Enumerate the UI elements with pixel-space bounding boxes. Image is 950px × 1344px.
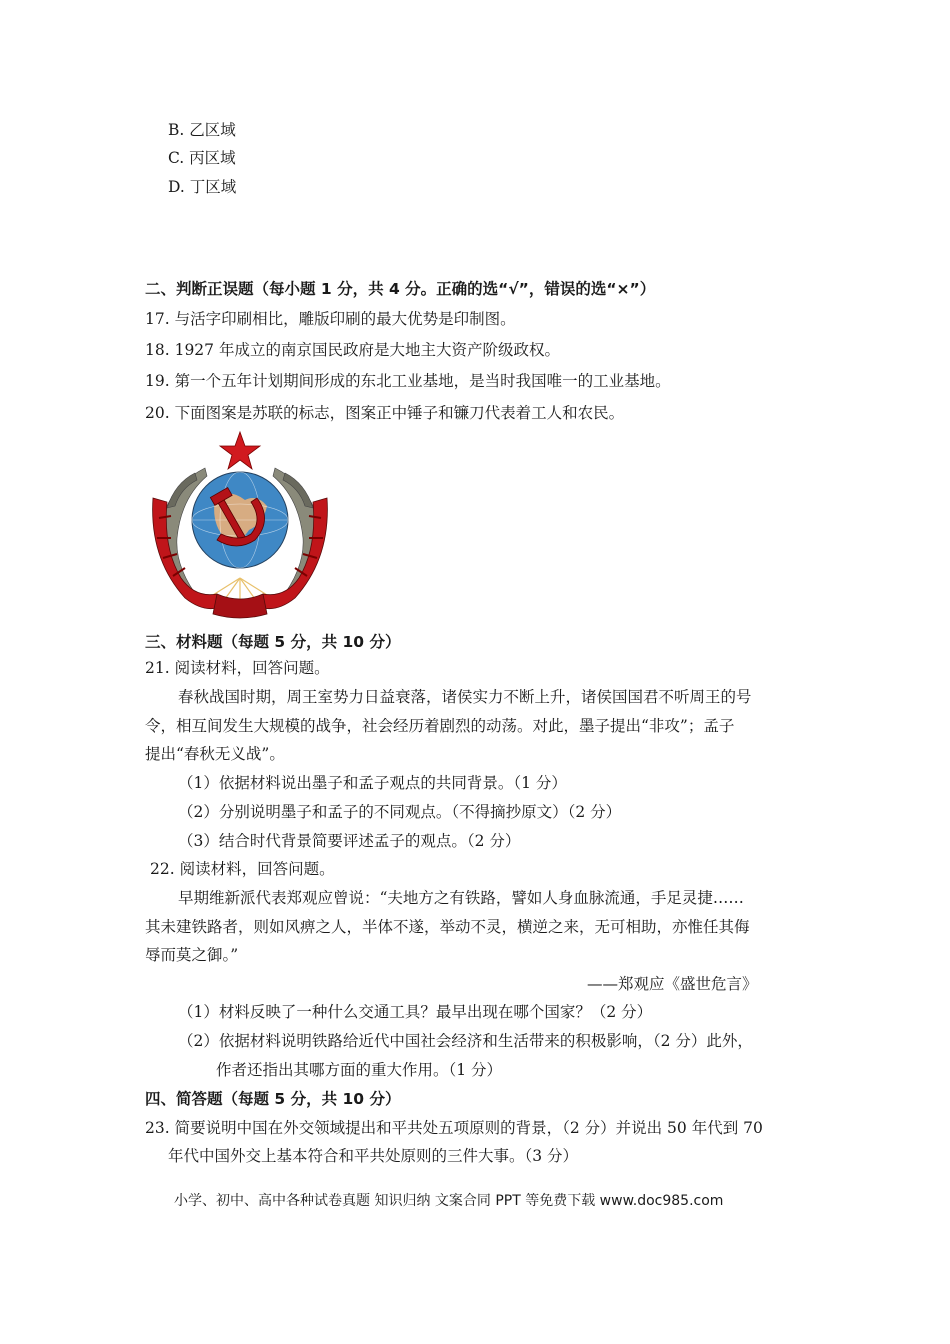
option-c: C. 丙区域 [168, 149, 236, 167]
question-22-1: （1）材料反映了一种什么交通工具？最早出现在哪个国家？（2 分） [178, 1003, 653, 1021]
soviet-emblem-image [145, 428, 335, 620]
question-22-2-cont: 作者还指出其哪方面的重大作用。（1 分） [216, 1061, 503, 1079]
material-22-source: ——郑观应《盛世危言》 [587, 975, 758, 993]
question-21-2: （2）分别说明墨子和孟子的不同观点。（不得摘抄原文）（2 分） [178, 803, 622, 821]
material-21-line1: 春秋战国时期，周王室势力日益衰落，诸侯实力不断上升，诸侯国国君不听周王的号 [178, 688, 752, 706]
section4-heading: 四、简答题（每题 5 分，共 10 分） [145, 1090, 401, 1108]
question-23-line1: 23. 简要说明中国在外交领域提出和平共处五项原则的背景，（2 分）并说出 50 年代到 70 [145, 1119, 763, 1137]
section2-heading: 二、判断正误题（每小题 1 分，共 4 分。正确的选“√”，错误的选“×”） [145, 280, 656, 298]
question-21-prompt: 21. 阅读材料，回答问题。 [145, 659, 330, 677]
question-19: 19. 第一个五年计划期间形成的东北工业基地，是当时我国唯一的工业基地。 [145, 372, 671, 390]
question-17: 17. 与活字印刷相比，雕版印刷的最大优势是印制图。 [145, 310, 516, 328]
question-21-3: （3）结合时代背景简要评述孟子的观点。（2 分） [178, 832, 521, 850]
material-21-line3: 提出“春秋无义战”。 [145, 745, 285, 763]
material-22-line1: 早期维新派代表郑观应曾说：“夫地方之有铁路，譬如人身血脉流通，手足灵捷…… [178, 889, 744, 907]
question-22-prompt: 22. 阅读材料，回答问题。 [150, 860, 335, 878]
material-22-line3: 辱而莫之御。” [145, 946, 239, 964]
material-22-line2: 其未建铁路者，则如风痹之人，半体不遂，举动不灵，横逆之来，无可相助，亦惟任其侮 [145, 918, 750, 936]
material-21-line2: 令，相互间发生大规模的战争，社会经历着剧烈的动荡。对此，墨子提出“非攻”；孟子 [145, 717, 735, 735]
option-b: B. 乙区域 [168, 121, 236, 139]
page-footer: 小学、初中、高中各种试卷真题 知识归纳 文案合同 PPT 等免费下载 www.doc985.com [174, 1193, 724, 1209]
red-star-icon [220, 432, 260, 469]
section3-heading: 三、材料题（每题 5 分，共 10 分） [145, 633, 401, 651]
question-23-line2: 年代中国外交上基本符合和平共处原则的三件大事。（3 分） [168, 1147, 579, 1165]
question-18: 18. 1927 年成立的南京国民政府是大地主大资产阶级政权。 [145, 341, 560, 359]
question-22-2: （2）依据材料说明铁路给近代中国社会经济和生活带来的积极影响，（2 分）此外， [178, 1032, 753, 1050]
question-21-1: （1）依据材料说出墨子和孟子观点的共同背景。（1 分） [178, 774, 567, 792]
question-20: 20. 下面图案是苏联的标志，图案正中锤子和镰刀代表着工人和农民。 [145, 404, 625, 422]
option-d: D. 丁区域 [168, 178, 237, 196]
